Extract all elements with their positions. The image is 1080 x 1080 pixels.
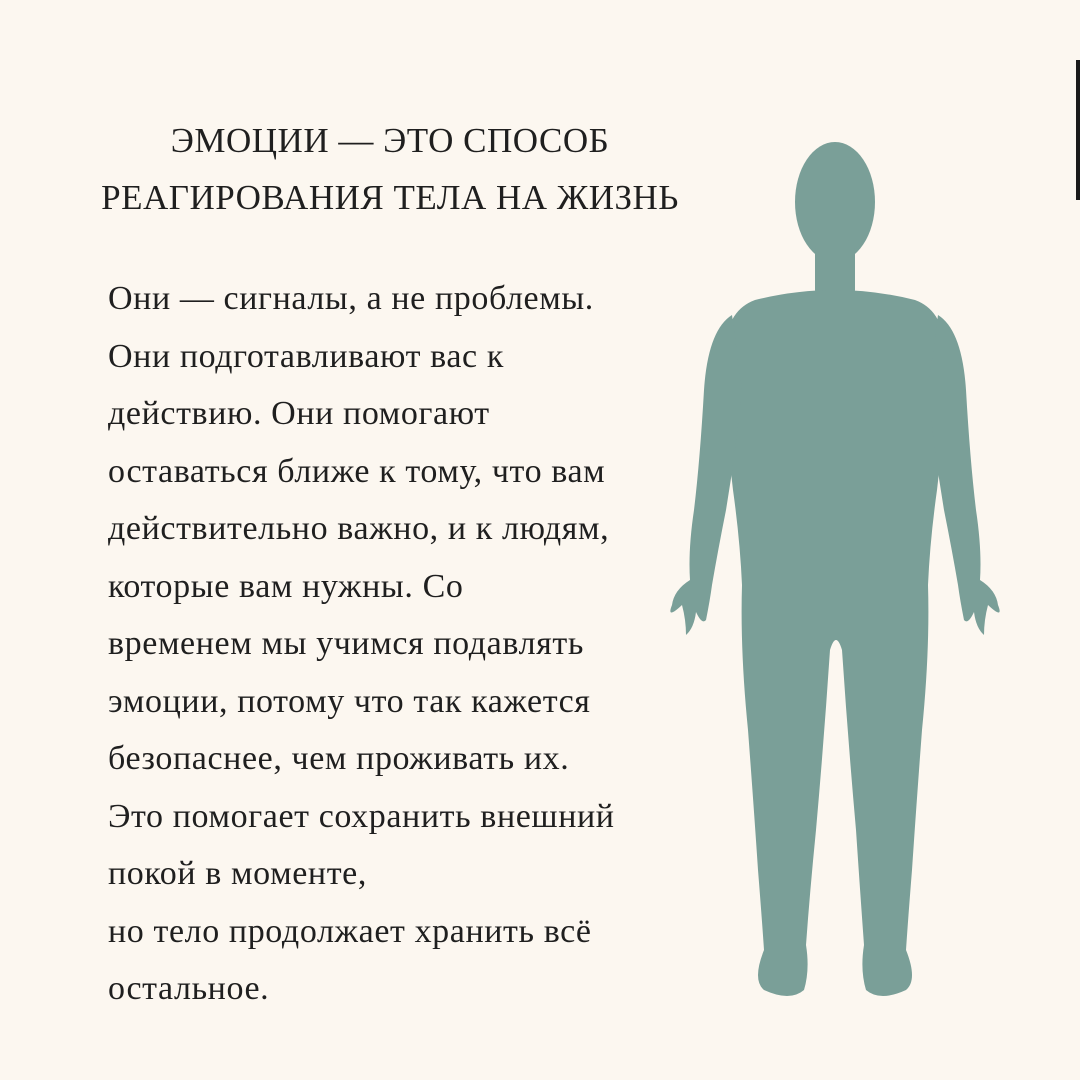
body-line: Они подготавливают вас к bbox=[108, 337, 504, 375]
body-line: которые вам нужны. Со bbox=[108, 567, 464, 605]
edge-marker bbox=[1076, 60, 1080, 200]
page-title bbox=[85, 112, 695, 226]
silhouette-shape bbox=[670, 142, 999, 996]
body-paragraph bbox=[108, 270, 698, 1018]
body-line: действительно важно, и к людям, bbox=[108, 510, 610, 547]
body-line: эмоции, потому что так кажется bbox=[108, 682, 591, 720]
body-line: временем мы учимся подавлять bbox=[108, 625, 584, 662]
body-line: но тело продолжает хранить всё bbox=[108, 912, 592, 950]
body-line: действию. Они помогают bbox=[108, 395, 490, 432]
body-line: остальное. bbox=[108, 970, 270, 1007]
title-line-1: ЭМОЦИИ — ЭТО СПОСОБ bbox=[170, 121, 610, 160]
body-line: Это помогает сохранить внешний bbox=[108, 797, 615, 835]
human-body-silhouette-icon bbox=[660, 130, 1010, 1010]
title-line-2: РЕАГИРОВАНИЯ ТЕЛА НА ЖИЗНЬ bbox=[101, 178, 679, 217]
body-line: безопаснее, чем проживать их. bbox=[108, 740, 570, 777]
body-line: оставаться ближе к тому, что вам bbox=[108, 452, 606, 490]
body-line: Они — сигналы, а не проблемы. bbox=[108, 280, 594, 317]
body-line: покой в моменте, bbox=[108, 855, 367, 892]
